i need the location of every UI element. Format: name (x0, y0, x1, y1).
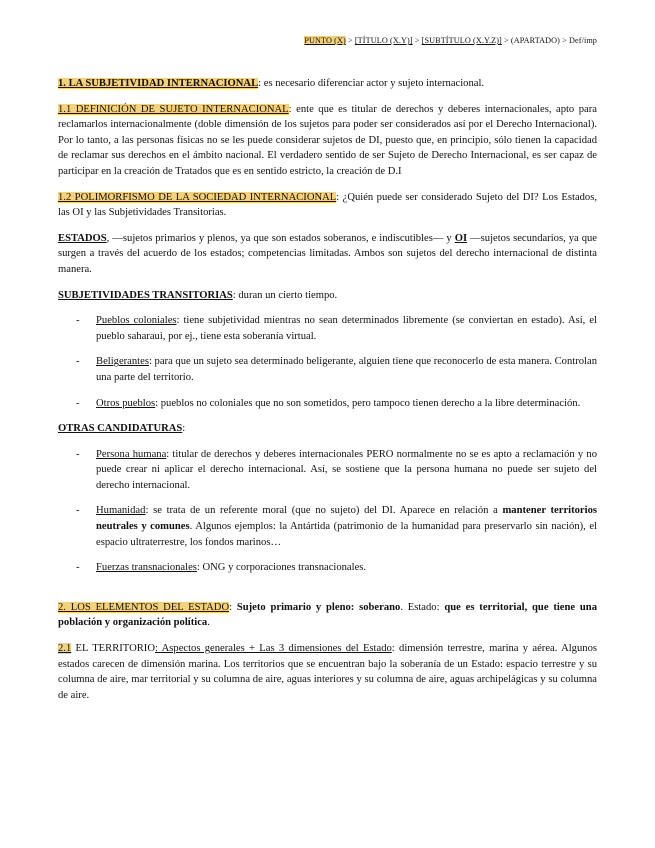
transitorias-paragraph (58, 288, 597, 304)
dash-bullet: - (76, 397, 80, 409)
list-item-term: Fuerzas transnacionales (96, 562, 197, 574)
document-body (58, 76, 597, 713)
list-item-term: Persona humana (96, 448, 167, 460)
section-1-1-paragraph (58, 102, 597, 180)
list-item-text: . Algunos ejemplos: la Antártida (patrimonio de la humanidad para preservarlo sin nación), el espacio ultraterrestre, los fondos marinos… (96, 521, 597, 548)
candidaturas-text: : (182, 423, 186, 435)
section-2-mid: . Estado: (400, 601, 445, 613)
section-2-heading: 2. LOS ELEMENTOS DEL ESTADO (58, 601, 230, 613)
section-1-2-paragraph (58, 190, 597, 221)
breadcrumb-separator: > (345, 36, 355, 45)
breadcrumb-titulo: [TÍTULO (X.Y)] (354, 36, 413, 45)
section-1-1-text: : ente que es titular de derechos y deberes internacionales, apto para reclamarlos internacionalmente (doble dimensión de los sujetos para poder ser considerados así por el Derecho Internacional). Por lo tanto, a las personas físicas no se les puede considerar sujetos de DI, puesto que, en principio, sólo tienen la capacidad de reclamar sus derechos en el ámbito nacional. El verdadero sentido de ser Sujeto de Derecho Internacional, es ser capaz de participar en la creación de Tratados que es en sentido estricto, la creación de D.I (58, 103, 597, 177)
candidaturas-list (58, 447, 597, 576)
section-1-2-heading: 1.2 POLIMORFISMO DE LA SOCIEDAD INTERNACIONAL (58, 191, 337, 203)
dash-bullet: - (76, 448, 80, 460)
list-item (58, 354, 597, 385)
breadcrumb-subtitulo: [SUBTÍTULO (X.Y.Z)] (421, 36, 502, 45)
section-1-1-heading: 1.1 DEFINICIÓN DE SUJETO INTERNACIONAL (58, 103, 289, 115)
list-item-text: : ONG y corporaciones transnacionales. (196, 562, 367, 574)
breadcrumb-punto: PUNTO (X) (304, 36, 346, 45)
dash-bullet: - (76, 315, 80, 327)
list-item (58, 503, 597, 550)
section-2-bold-1: Sujeto primario y pleno: soberano (236, 601, 401, 613)
list-item-term: Humanidad (96, 505, 146, 517)
list-item-term: Otros pueblos (96, 397, 156, 409)
section-1-text: : es necesario diferenciar actor y sujeto internacional. (258, 78, 485, 89)
dash-bullet: - (76, 505, 80, 517)
breadcrumb (304, 36, 597, 45)
section-2-end: . (207, 617, 210, 629)
list-item-text: : tiene subjetividad mientras no sean determinados libremente (se conviertan en estado). Así, el pueblo saharaui, por ej., tiene esta soberanía virtual. (96, 315, 597, 342)
section-2-1-heading: EL TERRITORIO (71, 643, 155, 655)
candidaturas-paragraph (58, 421, 597, 437)
section-1-paragraph (58, 76, 597, 92)
oi-label: OI (454, 232, 468, 244)
estados-text-2: —sujetos secundarios, ya que surgen a través del acuerdo de los estados; competencias limitadas. Ambos son sujetos del derecho internacional de distinta manera. (58, 232, 597, 275)
list-item-text: : para que un sujeto sea determinado beligerante, alguien tiene que reconocerlo de esta manera. Controlan una parte del territorio. (96, 356, 597, 383)
estados-label: ESTADOS (58, 232, 107, 244)
section-spacer (58, 586, 597, 600)
section-2-1-paragraph (58, 641, 597, 703)
transitorias-list (58, 313, 597, 411)
transitorias-text: : duran un cierto tiempo. (232, 289, 338, 301)
breadcrumb-separator: > (412, 36, 422, 45)
section-1-2-text: : ¿Quién puede ser considerado Sujeto del DI? Los Estados, las OI y las Subjetividades Transitorias. (58, 191, 598, 219)
estados-text-1: , —sujetos primarios y plenos, ya que son estados soberanos, e indiscutibles— y (106, 232, 455, 244)
section-2-1-subheading: : Aspectos generales + Las 3 dimensiones del Estado (154, 643, 392, 655)
dash-bullet: - (76, 356, 80, 368)
list-item-bold: mantener territorios neutrales y comunes (96, 505, 597, 533)
list-item (58, 396, 597, 412)
list-item (58, 313, 597, 344)
list-item-text: : se trata de un referente moral (que no sujeto) del DI. Aparece en relación a (145, 505, 503, 517)
list-item-term: Pueblos coloniales (96, 315, 177, 327)
section-2-1-number: 2.1 (58, 643, 72, 655)
list-item (58, 447, 597, 494)
section-1-heading: 1. LA SUBJETIVIDAD INTERNACIONAL (58, 78, 259, 89)
transitorias-label: SUBJETIVIDADES TRANSITORIAS (58, 289, 233, 301)
candidaturas-label: OTRAS CANDIDATURAS (58, 423, 183, 435)
section-2-sep: : (229, 601, 237, 613)
section-2-bold-2: que es territorial, que tiene una población y organización política (58, 601, 597, 629)
list-item-text: : pueblos no coloniales que no son sometidos, pero tampoco tienen derecho a la libre determinación. (155, 397, 581, 409)
breadcrumb-rest: > (APARTADO) > Def/imp (501, 36, 597, 45)
list-item-text: : titular de derechos y deberes internacionales PERO normalmente no se es apto a reclamación y no puede crear ni aplicar el derecho internacional. Así, se sostiene que la persona humana no puede ser sujeto del derecho internacional. (96, 448, 597, 491)
dash-bullet: - (76, 562, 80, 574)
section-2-1-text: : dimensión terrestre, marina y aérea. Algunos estados carecen de dimensión marina. Los territorios que se encuentran bajo la soberanía de un Estado: espacio terrestre y su columna de aire, mar territorial y su columna de aire, aguas interiores y su columna de aire, aguas archipelágicas y su columna de aire. (58, 643, 597, 701)
section-2-paragraph (58, 600, 597, 631)
estados-paragraph (58, 231, 597, 278)
list-item (58, 560, 597, 576)
list-item-term: Beligerantes (96, 356, 149, 368)
